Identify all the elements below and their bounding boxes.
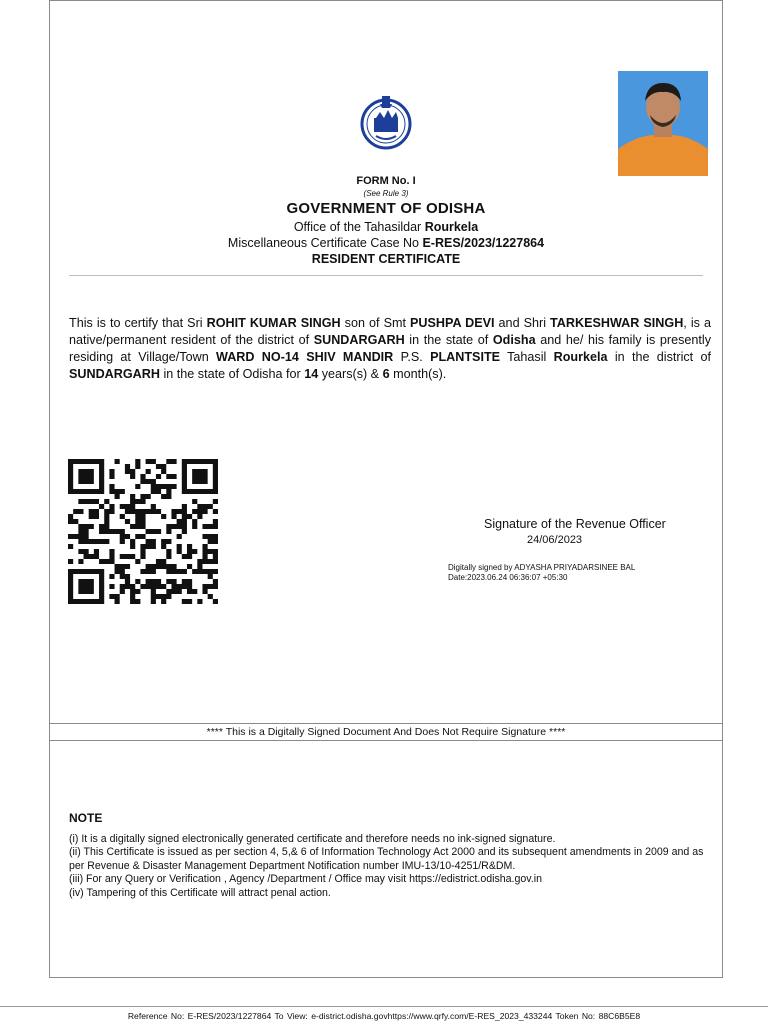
district-name-2: SUNDARGARH: [69, 367, 160, 381]
months-value: 6: [382, 367, 390, 381]
note-item: (iv) Tampering of this Certificate will attract penal action.: [69, 886, 331, 899]
district-name: SUNDARGARH: [313, 333, 405, 347]
case-line: Miscellaneous Certificate Case No E-RES/2023/1227864: [227, 236, 545, 250]
police-station: PLANTSITE: [430, 350, 501, 364]
note-item: (iii) For any Query or Verification , Agency /Department / Office may visit https://edistrict.odisha.gov.in: [69, 873, 542, 886]
note-item: (ii) This Certificate is issued as per section 4, 5,& 6 of Information Technology Act 2000 and its subsequent amendments in 2009 and as per Revenue & Disaster Management Department Notification number IMU-13/10-4251/R&DM.: [69, 846, 704, 872]
footer-divider: [0, 1006, 768, 1007]
see-rule: (See Rule 3): [363, 189, 409, 198]
digital-sign-date: Date:2023.06.24 06:36:07 +05:30: [448, 573, 568, 582]
case-number: E-RES/2023/1227864: [422, 236, 545, 250]
reference-footer: Reference No: E-RES/2023/1227864 To View: e-district.odisha.govhttps://www.qrfy.com/E-RES_2023_433244 Token No: 88C6B5E8: [127, 1011, 641, 1021]
government-title: GOVERNMENT OF ODISHA: [286, 200, 486, 217]
note-item: (i) It is a digitally signed electronically generated certificate and therefore needs no ink-signed signature.: [69, 833, 556, 845]
qr-code-icon: [68, 459, 218, 604]
note-list: [69, 833, 709, 900]
office-name: Rourkela: [424, 220, 479, 234]
years-value: 14: [304, 367, 319, 381]
signature-title: Signature of the Revenue Officer: [484, 517, 666, 531]
signature-date: 24/06/2023: [527, 534, 583, 546]
digital-signature-info: [448, 563, 635, 583]
applicant-name: ROHIT KUMAR SINGH: [206, 316, 341, 330]
digital-signer: Digitally signed by ADYASHA PRIYADARSINEE BAL: [448, 563, 636, 572]
office-line: Office of the Tahasildar Rourkela: [293, 220, 479, 234]
digital-signed-notice: **** This is a Digitally Signed Document And Does Not Require Signature ****: [49, 723, 723, 741]
form-number: FORM No. I: [356, 175, 416, 187]
mother-name: PUSHPA DEVI: [410, 316, 495, 330]
father-name: TARKESHWAR SINGH: [550, 316, 684, 330]
certificate-title: RESIDENT CERTIFICATE: [311, 252, 461, 266]
odisha-emblem-icon: [358, 92, 414, 152]
tahasil-name: Rourkela: [553, 350, 608, 364]
note-heading: NOTE: [69, 811, 103, 825]
certificate-body: This is to certify that Sri ROHIT KUMAR SINGH son of Smt PUSHPA DEVI and Shri TARKESHWAR SINGH, is a native/permanent resident of the district of SUNDARGARH in the state of Odisha and he/ his family is presently residing at Village/Town WARD NO-14 SHIV MANDIR P.S. PLANTSITE Tahasil Rourkela in the district of SUNDARGARH in the state of Odisha for 14 years(s) & 6 month(s).: [69, 316, 711, 381]
state-name: Odisha: [492, 333, 536, 347]
header-divider: [69, 275, 703, 276]
village-name: WARD NO-14 SHIV MANDIR: [216, 350, 394, 364]
applicant-photo: [618, 71, 708, 176]
